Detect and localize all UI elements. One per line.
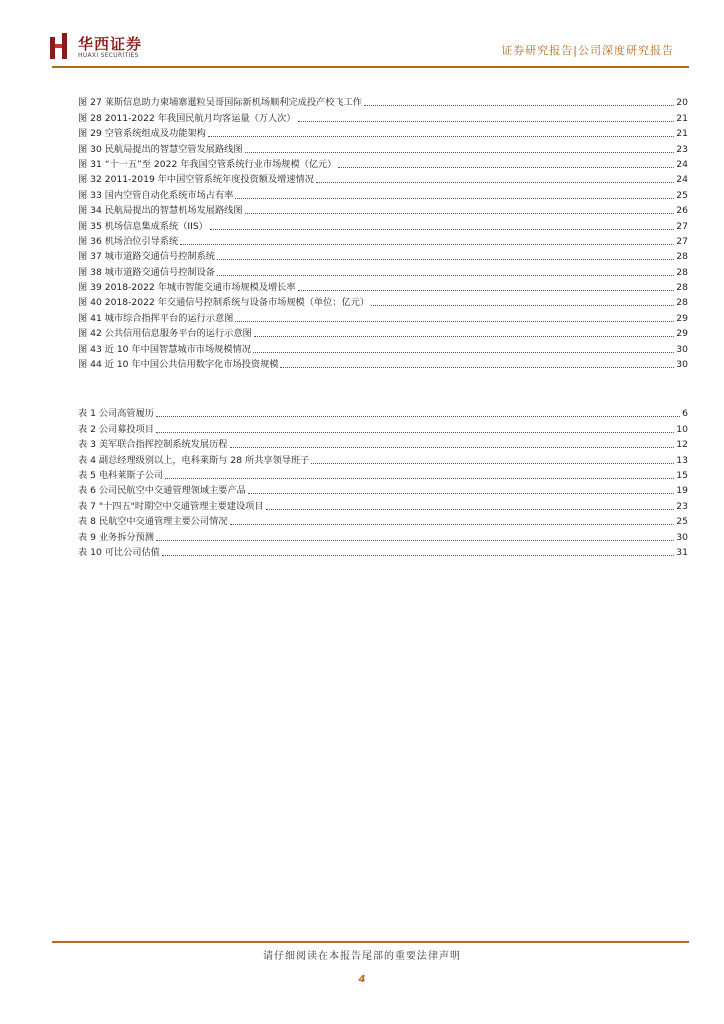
legal-notice: 请仔细阅读在本报告尾部的重要法律声明 [263, 951, 461, 962]
table-entry[interactable] [78, 527, 688, 542]
figure-entry[interactable] [78, 262, 688, 277]
entry-label: 图 37 城市道路交通信号控制系统 [78, 251, 215, 263]
entry-label: 图 30 民航局提出的智慧空管发展路线图 [78, 143, 243, 155]
leader-dots [235, 197, 674, 199]
leader-dots [210, 228, 674, 230]
figure-entry[interactable] [78, 185, 688, 200]
table-entry[interactable] [78, 496, 688, 511]
logo-english-name: HUAXI SECURITIES [78, 52, 139, 59]
entry-label: 图 27 莱斯信息助力柬埔寨暹粒吴哥国际新机场顺利完成投产校飞工作 [78, 97, 362, 109]
entry-page: 30 [676, 359, 688, 371]
leader-dots [156, 415, 680, 417]
entry-label: 表 2 公司募投项目 [78, 423, 154, 435]
figure-entry[interactable] [78, 232, 688, 247]
entry-label: 图 38 城市道路交通信号控制设备 [78, 266, 215, 278]
leader-dots [311, 462, 674, 464]
entry-label: 图 31 “十一五”至 2022 年我国空管系统行业市场规模（亿元） [78, 158, 337, 170]
entry-page: 31 [676, 546, 688, 558]
entry-page: 23 [676, 143, 688, 155]
entry-label: 表 5 电科莱斯子公司 [78, 469, 164, 481]
entry-label: 图 40 2018-2022 年交通信号控制系统与设备市场规模（单位：亿元） [78, 297, 370, 309]
entry-label: 图 41 城市综合指挥平台的运行示意图 [78, 312, 234, 324]
huaxi-logo-icon [50, 33, 70, 59]
leader-dots [162, 554, 674, 556]
figure-entry[interactable] [78, 108, 688, 123]
entry-page: 6 [682, 408, 688, 420]
entry-label: 表 9 业务拆分预测 [78, 531, 154, 543]
entry-page: 27 [676, 220, 688, 232]
entry-page: 23 [676, 500, 688, 512]
table-entry[interactable] [78, 404, 688, 419]
leader-dots [371, 304, 674, 306]
header-divider [52, 66, 689, 68]
leader-dots [316, 181, 674, 183]
leader-dots [208, 135, 675, 137]
leader-dots [298, 289, 675, 291]
entry-label: 表 3 美军联合指挥控制系统发展历程 [78, 439, 228, 451]
entry-page: 29 [676, 328, 688, 340]
entry-page: 19 [676, 485, 688, 497]
table-entry[interactable] [78, 543, 688, 558]
figure-entry[interactable] [78, 155, 688, 170]
entry-page: 28 [676, 297, 688, 309]
entry-label: 图 34 民航局提出的智慧机场发展路线图 [78, 205, 243, 217]
entry-label: 表 6 公司民航空中交通管理领域主要产品 [78, 485, 246, 497]
leader-dots [230, 523, 675, 525]
leader-dots [248, 492, 674, 494]
entry-label: 图 35 机场信息集成系统（IIS） [78, 220, 208, 232]
entry-page: 15 [676, 469, 688, 481]
entry-page: 12 [676, 439, 688, 451]
entry-page: 24 [676, 174, 688, 186]
entry-label: 图 44 近 10 年中国公共信用数字化市场投资规模 [78, 359, 279, 371]
entry-label: 图 36 机场泊位引导系统 [78, 235, 179, 247]
entry-label: 图 28 2011-2022 年我国民航月均客运量（万人次） [78, 112, 296, 124]
leader-dots [298, 120, 675, 122]
figure-entry[interactable] [78, 124, 688, 139]
entry-page: 20 [676, 97, 688, 109]
figure-list [78, 93, 688, 370]
leader-dots [230, 446, 675, 448]
entry-page: 30 [676, 343, 688, 355]
entry-label: 表 10 可比公司估值 [78, 546, 160, 558]
entry-label: 图 42 公共信用信息服务平台的运行示意图 [78, 328, 252, 340]
footer-divider [52, 941, 689, 943]
figure-entry[interactable] [78, 170, 688, 185]
leader-dots [280, 366, 674, 368]
leader-dots [364, 104, 674, 106]
entry-label: 表 8 民航空中交通管理主要公司情况 [78, 516, 228, 528]
page-number: 4 [358, 974, 366, 985]
leader-dots [245, 151, 675, 153]
leader-dots [217, 258, 674, 260]
entry-page: 25 [676, 189, 688, 201]
entry-page: 30 [676, 531, 688, 543]
table-entry[interactable] [78, 419, 688, 434]
leader-dots [338, 166, 674, 168]
entry-page: 13 [676, 454, 688, 466]
leader-dots [235, 320, 674, 322]
figure-entry[interactable] [78, 324, 688, 339]
leader-dots [245, 212, 675, 214]
entry-label: 图 43 近 10 年中国智慧城市市场规模情况 [78, 343, 251, 355]
page-header [0, 0, 724, 70]
entry-label: 图 39 2018-2022 年城市智能交通市场规模及增长率 [78, 282, 296, 294]
entry-label: 表 4 副总经理级别以上，电科莱斯与 28 所共享领导班子 [78, 454, 310, 466]
entry-page: 29 [676, 312, 688, 324]
figure-entry[interactable] [78, 278, 688, 293]
leader-dots [156, 431, 674, 433]
leader-dots [180, 243, 674, 245]
report-type-label: 证券研究报告|公司深度研究报告 [501, 44, 674, 57]
leader-dots [254, 335, 675, 337]
leader-dots [253, 351, 674, 353]
entry-label: 图 32 2011-2019 年中国空管系统年度投资额及增速情况 [78, 174, 314, 186]
figure-entry[interactable] [78, 139, 688, 154]
entry-page: 28 [676, 251, 688, 263]
figure-entry[interactable] [78, 247, 688, 262]
figure-entry[interactable] [78, 93, 688, 108]
figure-entry[interactable] [78, 216, 688, 231]
figure-entry[interactable] [78, 339, 688, 354]
entry-label: 图 33 国内空管自动化系统市场占有率 [78, 189, 234, 201]
entry-page: 28 [676, 266, 688, 278]
entry-page: 24 [676, 158, 688, 170]
figure-entry[interactable] [78, 201, 688, 216]
leader-dots [165, 477, 674, 479]
table-entry[interactable] [78, 450, 688, 465]
table-entry[interactable] [78, 512, 688, 527]
figure-entry[interactable] [78, 293, 688, 308]
table-entry[interactable] [78, 435, 688, 450]
entry-label: 表 1 公司高管履历 [78, 408, 154, 420]
table-entry[interactable] [78, 466, 688, 481]
logo-chinese-name: 华西证券 [78, 35, 143, 53]
entry-label: 图 29 空管系统组成及功能架构 [78, 128, 206, 140]
entry-page: 27 [676, 235, 688, 247]
entry-page: 21 [676, 112, 688, 124]
entry-page: 26 [676, 205, 688, 217]
table-list [78, 404, 688, 558]
figure-entry[interactable] [78, 355, 688, 370]
figure-entry[interactable] [78, 308, 688, 323]
entry-label: 表 7 "十四五"时期空中交通管理主要建设项目 [78, 500, 264, 512]
leader-dots [266, 508, 675, 510]
entry-page: 10 [676, 423, 688, 435]
leader-dots [217, 274, 674, 276]
table-entry[interactable] [78, 481, 688, 496]
entry-page: 21 [676, 128, 688, 140]
entry-page: 28 [676, 282, 688, 294]
leader-dots [156, 539, 674, 541]
entry-page: 25 [676, 516, 688, 528]
